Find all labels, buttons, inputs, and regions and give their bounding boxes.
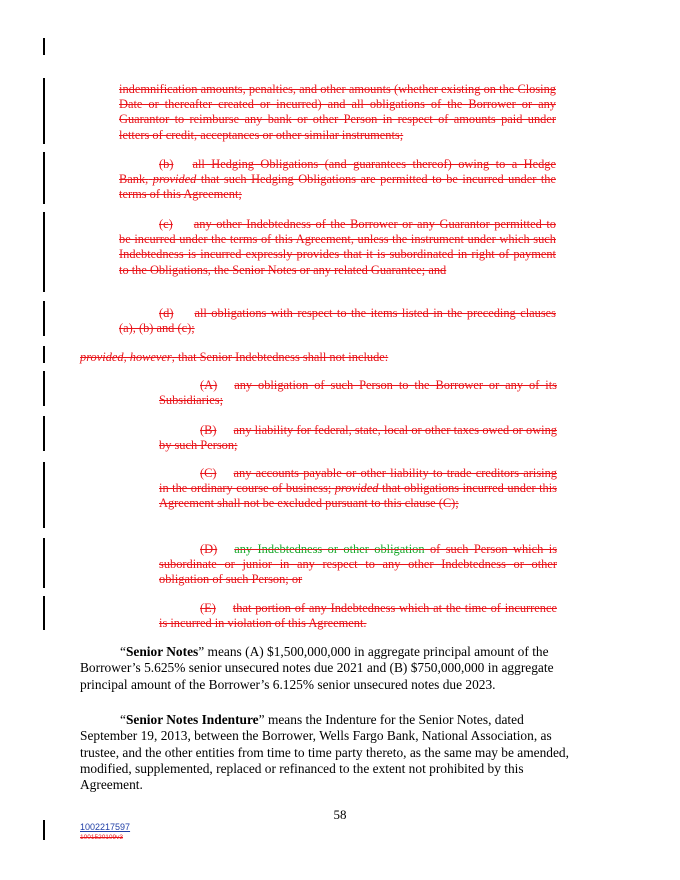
change-bar (43, 462, 45, 528)
change-bar (43, 212, 45, 292)
deleted-clause-d (119, 306, 556, 336)
deleted-clause-A (159, 378, 557, 408)
inserted-text: any Indebtedness or other obligation (234, 542, 425, 556)
clause-italic: provided (152, 172, 197, 187)
defined-term: Senior Notes (125, 644, 199, 659)
clause-italic: provided (334, 481, 379, 496)
change-bar (43, 538, 45, 588)
page-number: 58 (333, 807, 347, 822)
clause-label: (c) (159, 217, 173, 231)
clause-label: (d) (159, 306, 174, 320)
deleted-clause-B (159, 423, 557, 453)
definition-senior-notes (80, 644, 562, 693)
deleted-clause-C (159, 466, 557, 512)
quote-open: “ (120, 644, 126, 659)
clause-label: (D) (200, 542, 218, 556)
clause-text: of such Person which is subordinate or junior in any respect to any other Indebtedness or other obligation of such Person; or (159, 542, 558, 587)
definition-text: means the Indenture for the Senior Notes, dated September 19, 2013, between the Borrower, Wells Fargo Bank, National Association, as trustee, and the other entities from time to time party thereto, as the same may be amended, modified, supplemented, replaced or refinanced to the extent not prohibited by this Agreement. (80, 712, 569, 793)
change-bar (43, 78, 45, 144)
clause-label: (A) (200, 378, 218, 392)
quote-close: ” (198, 644, 205, 659)
change-bar (43, 38, 45, 55)
deleted-proviso (80, 350, 560, 365)
deleted-clause-D (159, 542, 557, 588)
clause-label: (C) (200, 466, 217, 480)
change-bar (43, 596, 45, 630)
proviso-italic: provided, however (80, 350, 172, 364)
clause-text: any liability for federal, state, local or other taxes owed or owing by such Person; (159, 423, 557, 453)
clause-text: all obligations with respect to the items listed in the preceding clauses (a), (b) and (c); (119, 306, 556, 336)
footer-doc-id: 1002217597 (80, 822, 131, 832)
clause-text: all Hedging Obligations (and guarantees thereof) owing to a Hedge Bank, (119, 157, 556, 187)
clause-text: any accounts payable or other liability to trade creditors arising in the ordinary course of business; (159, 466, 557, 496)
proviso-text: , that Senior Indebtedness shall not include: (171, 350, 389, 364)
quote-close: ” (258, 712, 265, 727)
deleted-clause-E (159, 601, 557, 631)
change-bar (43, 416, 45, 451)
deleted-clause-c (119, 217, 556, 278)
clause-text: any obligation of such Person to the Borrower or any of its Subsidiaries; (159, 378, 557, 408)
clause-label: (E) (200, 601, 216, 615)
deleted-paragraph-indemnification: indemnification amounts, penalties, and other amounts (whether existing on the Closing Date or thereafter created or incurred) and all obligations of the Borrower or any Guarantor to reimburse any bank or other Person in respect of amounts paid under letters of credit, acceptances or other similar instruments; (119, 82, 556, 142)
definition-senior-notes-indenture (80, 712, 570, 793)
defined-term: Senior Notes Indenture (125, 712, 259, 727)
clause-label: (B) (200, 423, 217, 437)
clause-text: any other Indebtedness of the Borrower or any Guarantor permitted to be incurred under the terms of this Agreement, unless the instrument under which such Indebtedness is incurred expressly provides that it is subordinated in right of payment to the Obligations, the Senior Notes or any related Guarantee; and (119, 217, 556, 277)
clause-label: (b) (159, 157, 174, 171)
deleted-clause-b (119, 157, 556, 203)
clause-text: that such Hedging Obligations are permitted to be incurred under the terms of this Agreement; (119, 172, 556, 202)
change-bar (43, 301, 45, 336)
change-bar (43, 820, 45, 840)
footer-old-doc-id: 1001520109v3 (80, 834, 124, 841)
change-bar (43, 152, 45, 204)
quote-open: “ (120, 712, 126, 727)
clause-text: that obligations incurred under this Agreement shall not be excluded pursuant to this clause (C); (159, 481, 557, 511)
change-bar (43, 371, 45, 406)
definition-text: means (A) $1,500,000,000 in aggregate principal amount of the Borrower’s 5.625% senior unsecured notes due 2021 and (B) $750,000,000 in aggregate principal amount of the Borrower’s 6.125% senior unsecured notes due 2023. (80, 644, 554, 692)
change-bar (43, 346, 45, 363)
clause-text: that portion of any Indebtedness which at the time of incurrence is incurred in violation of this Agreement. (159, 601, 557, 631)
